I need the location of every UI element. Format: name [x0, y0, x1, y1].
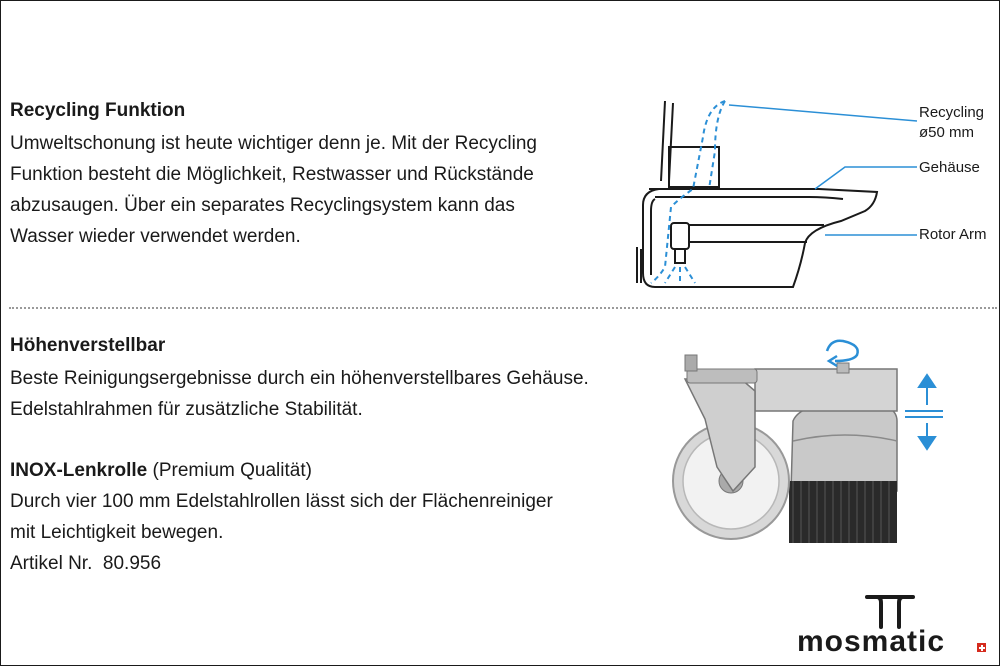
brush-skirt — [789, 481, 897, 543]
swiss-flag-icon — [977, 643, 986, 652]
label-recycling: Recycling — [919, 104, 985, 121]
label-rotor-arm: Rotor Arm — [919, 226, 987, 243]
height-adjust-line-2: Edelstahlrahmen für zusätzliche Stabilität. — [10, 399, 363, 420]
recycling-line-3: abzusaugen. Über ein separates Recyclingsystem kann das — [10, 195, 515, 216]
height-adjust-heading: Höhenverstellbar — [10, 335, 166, 356]
logo-block — [797, 593, 993, 661]
caster-line-1: Durch vier 100 mm Edelstahlrollen lässt sich der Flächenreiniger — [10, 491, 553, 512]
article-label: Artikel Nr. — [10, 553, 93, 574]
recycling-diagram — [629, 97, 929, 297]
leader-housing — [815, 167, 917, 189]
nozzle-body — [671, 223, 689, 249]
article-number: 80.956 — [102, 553, 162, 574]
section-divider — [9, 307, 997, 309]
stainless-frame — [755, 369, 897, 411]
hose-outline — [661, 101, 673, 181]
housing-outline — [643, 189, 877, 287]
recycling-line-1: Umweltschonung ist heute wichtiger denn je. Mit der Recycling — [10, 133, 537, 154]
mosmatic-logo-mark — [863, 593, 917, 629]
caster-line-2: mit Leichtigkeit bewegen. — [10, 522, 224, 543]
caster-heading-suffix: (Premium Qualität) — [147, 460, 312, 481]
caster-diagram — [661, 331, 951, 561]
label-recycling-size: ø50 mm — [919, 124, 975, 141]
recycling-heading: Recycling Funktion — [10, 100, 186, 121]
caster-heading: INOX-Lenkrolle — [10, 460, 148, 481]
cleaner-housing — [791, 401, 897, 491]
caster-heading-row — [10, 455, 312, 486]
height-adjust-arrows-icon — [905, 375, 943, 449]
article-row — [10, 548, 161, 579]
leader-recycling — [729, 105, 917, 121]
rotation-arrow-icon — [827, 341, 858, 366]
logo-wordmark: mosmatic — [797, 625, 946, 658]
recycling-flow-path — [651, 101, 725, 283]
recycling-line-2: Funktion besteht die Möglichkeit, Restwasser und Rückstände — [10, 164, 534, 185]
rotor-arm — [689, 225, 824, 242]
label-housing: Gehäuse — [919, 159, 980, 176]
recycling-line-4: Wasser wieder verwendet werden. — [10, 226, 301, 247]
height-adjust-line-1: Beste Reinigungsergebnisse durch ein höhenverstellbares Gehäuse. — [10, 368, 589, 389]
